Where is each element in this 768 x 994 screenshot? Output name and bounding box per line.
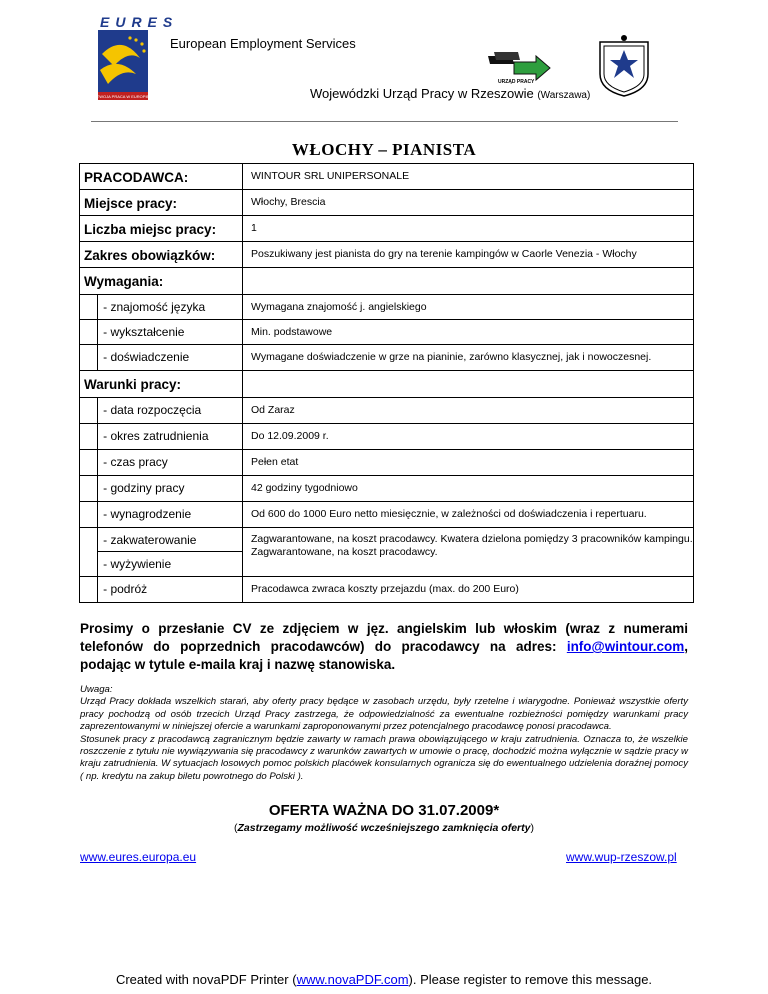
- duties-label: Zakres obowiązków:: [80, 242, 243, 268]
- condition-value: Zagwarantowane, na koszt pracodawcy.: [251, 545, 438, 558]
- offer-reserve-note: (Zastrzegamy możliwość wcześniejszego zamknięcia oferty): [234, 822, 534, 834]
- wup-subtitle: [310, 86, 590, 101]
- notice-heading: Uwaga:: [80, 684, 113, 695]
- eures-letters: EURES: [100, 14, 179, 30]
- employer-email-link[interactable]: info@wintour.com: [566, 639, 685, 654]
- table-row-accommodation-food: [80, 528, 694, 577]
- place-value: Włochy, Brescia: [243, 190, 694, 216]
- table-row-duties: [80, 242, 694, 268]
- condition-value: Pełen etat: [243, 450, 694, 476]
- condition-value: Zagwarantowane, na koszt pracodawcy. Kwatera dzielona pomiędzy 3 pracowników kampingu.: [251, 533, 693, 545]
- duties-value: Poszukiwany jest pianista do gry na terenie kampingów w Caorle Venezia - Włochy: [243, 242, 694, 268]
- requirement-label: - znajomość języka: [98, 295, 243, 320]
- count-label: Liczba miejsc pracy:: [80, 216, 243, 242]
- condition-label: - zakwaterowanie: [98, 528, 242, 552]
- notice-paragraph-1: Urząd Pracy dokłada wszelkich starań, aby oferty pracy będące w zasobach urzędu, były rzetelne i wiarygodne. Ponieważ wszystkie oferty pracy pochodzą od osób trzecich Urząd Pracy zastrzega, że odpowiedzialność za ewentualne rozbieżności pomiędzy warunkami pracy zaprezentowanymi w niniejszej ofercie a warunkami zaproponowanymi przez potencjalnego pracodawcę ponosi pracodawca.: [80, 696, 688, 733]
- table-row-place: [80, 190, 694, 216]
- requirements-label: Wymagania:: [80, 268, 243, 295]
- table-row: [80, 476, 694, 502]
- table-row: [80, 424, 694, 450]
- notice-paragraph-2: Stosunek pracy z pracodawcą zagranicznym będzie zawarty w ramach prawa obowiązującego w kraju zatrudnienia. Oznacza to, że wszelkie roszczenie z tytułu nie wywiązywania się pracodawcy z warunków zawartych w umowie o pracę, dochodzić można wyłącznie w sądzie pracy w kraju zatrudnienia. W sytuacjach losowych pomoc polskich placówek konsularnych ogranicza się do ewentualnego udzielenia doraźnej pomocy ( np. kredytu na zakup biletu powrotnego do Polski ).: [80, 733, 688, 782]
- condition-label: - data rozpoczęcia: [98, 398, 243, 424]
- table-row-conditions-header: [80, 371, 694, 398]
- wup-logo: [484, 50, 554, 86]
- condition-label: - wynagrodzenie: [98, 502, 243, 528]
- notice: [80, 684, 688, 783]
- table-row: [80, 320, 694, 345]
- employer-label: PRACODAWCA:: [80, 164, 243, 190]
- cv-instructions: Prosimy o przesłanie CV ze zdjęciem w jęz. angielskim lub włoskim (wraz z numerami telefonów do poprzednich pracodawców) do pracodawcy na adres: info@wintour.com, podając w tytule e-maila kraj i nazwę stanowiska.: [80, 621, 688, 672]
- pdf-footer: Created with novaPDF Printer (www.novaPDF.com). Please register to remove this message.: [115, 972, 653, 987]
- conditions-label: Warunki pracy:: [80, 371, 243, 398]
- condition-value: Do 12.09.2009 r.: [243, 424, 694, 450]
- eures-link[interactable]: www.eures.europa.eu: [80, 850, 197, 864]
- eures-subtitle: European Employment Services: [170, 36, 356, 51]
- table-row: [80, 577, 694, 603]
- requirement-value: Wymagana znajomość j. angielskiego: [243, 295, 694, 320]
- table-row: [80, 345, 694, 371]
- requirement-label: - wykształcenie: [98, 320, 243, 345]
- coat-of-arms-icon: [594, 34, 654, 98]
- table-row-count: [80, 216, 694, 242]
- table-row: [80, 450, 694, 476]
- requirement-label: - doświadczenie: [98, 345, 243, 371]
- condition-label: - czas pracy: [98, 450, 243, 476]
- place-label: Miejsce pracy:: [80, 190, 243, 216]
- condition-value: Od 600 do 1000 Euro netto miesięcznie, w zależności od doświadczenia i repertuaru.: [243, 502, 694, 528]
- wup-subtitle-main: Wojewódzki Urząd Pracy w Rzeszowie: [310, 86, 534, 101]
- table-row-requirements-header: [80, 268, 694, 295]
- header-rule: [91, 121, 678, 122]
- condition-label: - wyżywienie: [103, 557, 172, 571]
- condition-label: - podróż: [98, 577, 243, 603]
- offer-table: [79, 163, 694, 603]
- condition-value: Od Zaraz: [243, 398, 694, 424]
- requirement-value: Wymagane doświadczenie w grze na pianinie, zarówno klasycznej, jak i nowoczesnej.: [243, 345, 694, 371]
- requirement-value: Min. podstawowe: [243, 320, 694, 345]
- wup-logo-text: URZĄD PRACY: [498, 79, 535, 85]
- table-row: [80, 295, 694, 320]
- table-row: [80, 398, 694, 424]
- eures-tagline: TWOJA PRACA W EUROPIE: [96, 94, 150, 99]
- employer-value: WINTOUR SRL UNIPERSONALE: [243, 164, 694, 190]
- table-row-employer: [80, 164, 694, 190]
- condition-value: Pracodawca zwraca koszty przejazdu (max. do 200 Euro): [243, 577, 694, 603]
- wup-subtitle-small: (Warszawa): [537, 90, 591, 101]
- count-value: 1: [243, 216, 694, 242]
- table-row: [80, 502, 694, 528]
- condition-value: 42 godziny tygodniowo: [243, 476, 694, 502]
- novapdf-link[interactable]: www.novaPDF.com: [296, 972, 409, 987]
- condition-label: - godziny pracy: [98, 476, 243, 502]
- offer-validity: OFERTA WAŻNA DO 31.07.2009*: [268, 802, 500, 819]
- condition-label: - okres zatrudnienia: [98, 424, 243, 450]
- page-title: WŁOCHY – PIANISTA: [291, 140, 477, 159]
- wup-link[interactable]: www.wup-rzeszow.pl: [566, 850, 677, 864]
